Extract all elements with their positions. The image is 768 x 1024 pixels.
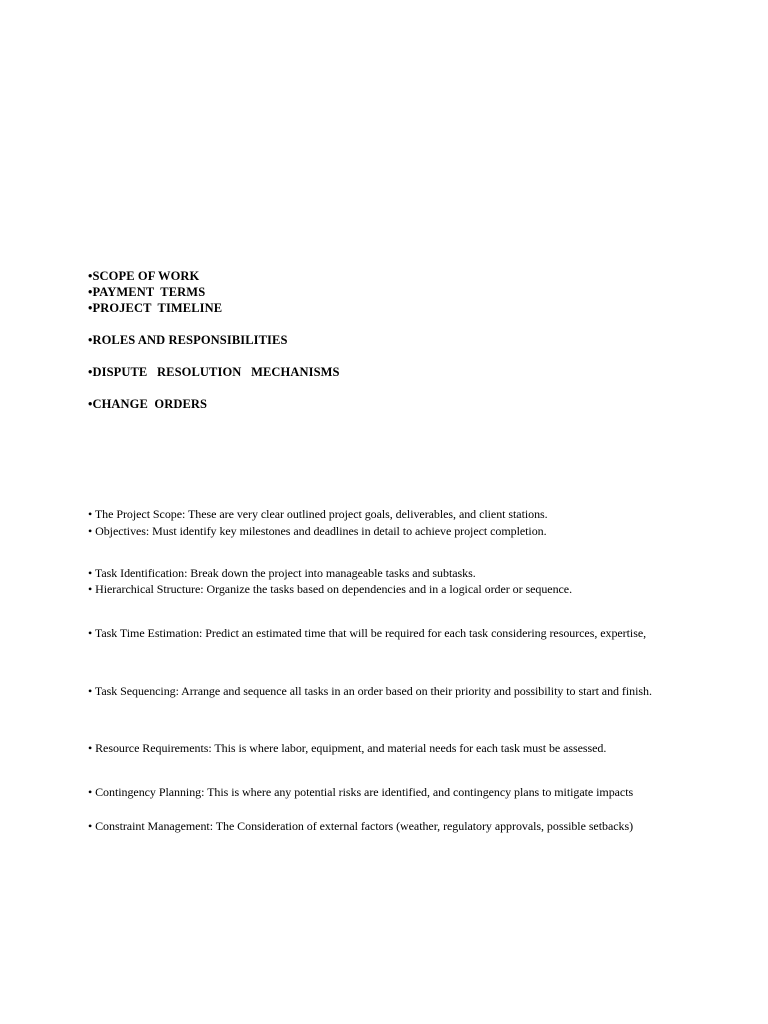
paragraph-task-identification: • Task Identification: Break down the project into manageable tasks and subtasks. xyxy=(88,566,476,580)
heading-dispute-resolution: •DISPUTE RESOLUTION MECHANISMS xyxy=(88,365,340,379)
heading-scope-of-work: •SCOPE OF WORK xyxy=(88,269,200,283)
paragraph-contingency-planning: • Contingency Planning: This is where any potential risks are identified, and contingency plans to mitigate impacts xyxy=(88,785,634,799)
paragraph-constraint-management: • Constraint Management: The Consideration of external factors (weather, regulatory approvals, possible setbacks) xyxy=(88,819,634,833)
paragraph-project-scope: • The Project Scope: These are very clear outlined project goals, deliverables, and client stations. xyxy=(88,507,548,521)
paragraph-objectives: • Objectives: Must identify key milestones and deadlines in detail to achieve project completion. xyxy=(88,524,547,538)
paragraph-task-time-estimation: • Task Time Estimation: Predict an estimated time that will be required for each task considering resources, expertise, xyxy=(88,626,647,640)
paragraph-hierarchical-structure: • Hierarchical Structure: Organize the tasks based on dependencies and in a logical order or sequence. xyxy=(88,582,573,596)
heading-roles-responsibilities: •ROLES AND RESPONSIBILITIES xyxy=(88,333,288,347)
heading-project-timeline: •PROJECT TIMELINE xyxy=(88,301,223,315)
heading-change-orders: •CHANGE ORDERS xyxy=(88,397,208,411)
paragraph-resource-requirements: • Resource Requirements: This is where labor, equipment, and material needs for each task must be assessed. xyxy=(88,741,607,755)
paragraph-task-sequencing: • Task Sequencing: Arrange and sequence all tasks in an order based on their priority and possibility to start and finish. xyxy=(88,684,652,698)
heading-payment-terms: •PAYMENT TERMS xyxy=(88,285,206,299)
